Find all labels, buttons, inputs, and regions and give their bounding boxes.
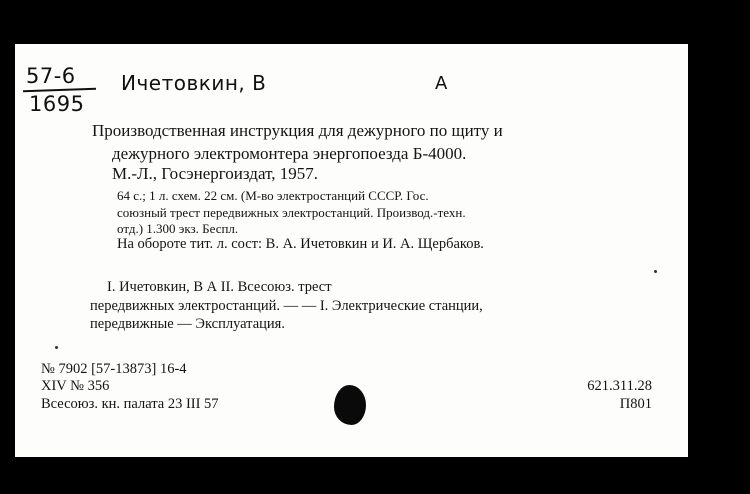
collation-line-2: союзный трест передвижных электростанций. Производ.-техн.	[117, 205, 466, 220]
collation-line-3: отд.) 1.300 экз. Беспл.	[117, 221, 239, 236]
collation-line-1: 64 с.; 1 л. схем. 22 см. (М-во электростанций СССР. Гос.	[117, 188, 429, 203]
footer-author-mark: П801	[619, 396, 652, 412]
tracing-line-1: I. Ичетовкин, В А II. Всесоюз. трест	[107, 279, 332, 295]
ink-speck	[654, 270, 657, 273]
tracing-line-2: передвижных электростанций. — — I. Электрические станции,	[90, 298, 483, 314]
footer-series: XIV № 356	[41, 378, 110, 394]
ink-speck	[55, 346, 58, 349]
footer-record-number: № 7902 [57-13873] 16-4	[41, 361, 187, 377]
handwritten-letter: А	[435, 73, 448, 94]
footer-chamber: Всесоюз. кн. палата 23 III 57	[41, 396, 219, 412]
catalog-card	[15, 44, 688, 457]
call-number-top: 57-6	[26, 64, 76, 88]
title-line-2: дежурного электромонтера энергопоезда Б-4000.	[112, 144, 467, 163]
footer-classification: 621.311.28	[587, 378, 652, 394]
call-number-bottom: 1695	[29, 92, 85, 116]
title-line-3: М.-Л., Госэнергоиздат, 1957.	[112, 164, 318, 183]
title-line-1: Производственная инструкция для дежурного по щиту и	[92, 121, 503, 140]
tracing-line-3: передвижные — Эксплуатация.	[90, 316, 285, 332]
note-line: На обороте тит. л. сост: В. А. Ичетовкин и И. А. Щербаков.	[117, 236, 484, 252]
ink-blot	[334, 385, 366, 425]
handwritten-author: Ичетовкин, В	[121, 71, 267, 95]
